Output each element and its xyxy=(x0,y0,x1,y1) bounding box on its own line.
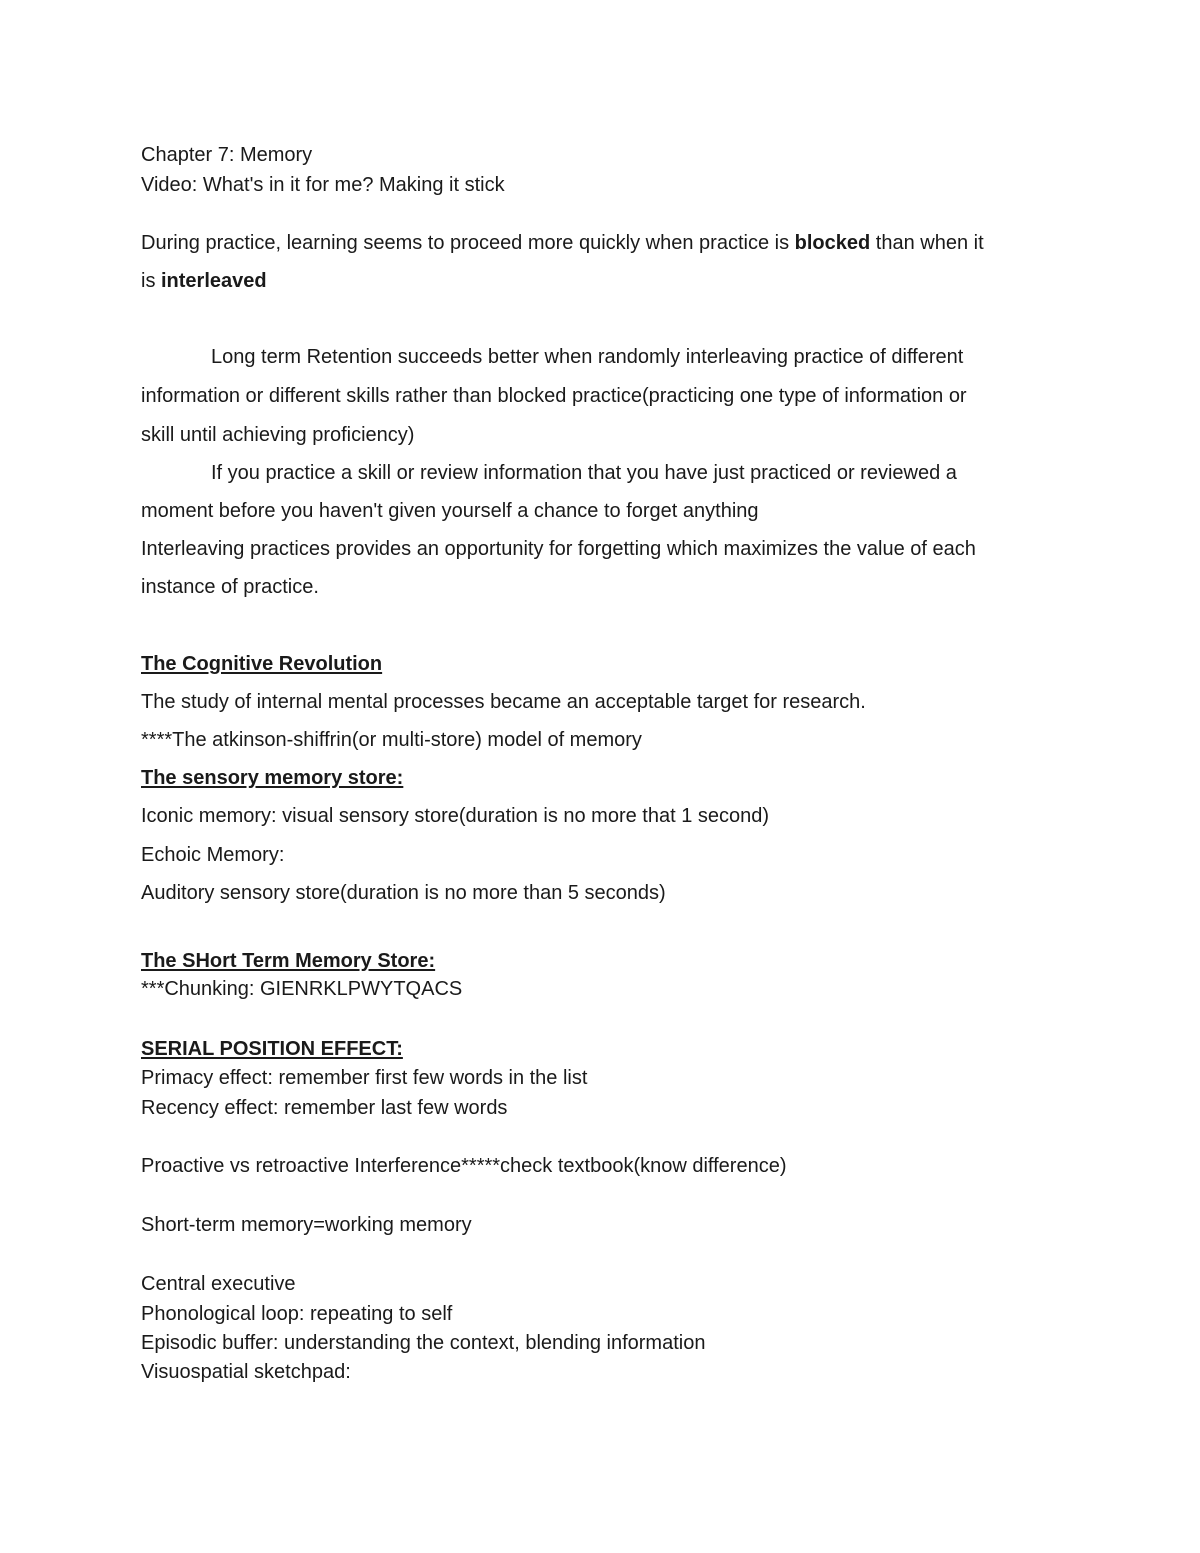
blocked-paragraph-line-1 xyxy=(141,231,984,255)
primacy-line: Primacy effect: remember first few words in the list xyxy=(141,1067,588,1089)
interleaving-paragraph-line-1: Interleaving practices provides an opportunity for forgetting which maximizes the value of each xyxy=(141,538,976,560)
text-span: During practice, learning seems to proceed more quickly when practice is xyxy=(141,232,795,254)
working-memory-line: Short-term memory=working memory xyxy=(141,1214,472,1236)
component-phonological-loop: Phonological loop: repeating to self xyxy=(141,1303,453,1325)
review-paragraph-line-2: moment before you haven't given yourself a chance to forget anything xyxy=(141,500,759,522)
short-term-heading: The SHort Term Memory Store: xyxy=(141,950,436,972)
text-span: than when it xyxy=(870,232,984,254)
sensory-line-2: Echoic Memory: xyxy=(141,844,285,866)
sensory-line-1: Iconic memory: visual sensory store(duration is no more that 1 second) xyxy=(141,805,770,827)
retention-paragraph-line-3: skill until achieving proficiency) xyxy=(141,424,415,446)
sensory-line-3: Auditory sensory store(duration is no more than 5 seconds) xyxy=(141,882,666,904)
blocked-paragraph-line-2 xyxy=(141,269,267,293)
bold-term-interleaved: interleaved xyxy=(161,270,267,292)
interference-line: Proactive vs retroactive Interference*****check textbook(know difference) xyxy=(141,1155,787,1177)
cognitive-line-2: ****The atkinson-shiffrin(or multi-store) model of memory xyxy=(141,729,642,751)
retention-paragraph-line-2: information or different skills rather than blocked practice(practicing one type of information or xyxy=(141,385,967,407)
text-span: is xyxy=(141,270,161,292)
recency-line: Recency effect: remember last few words xyxy=(141,1097,508,1119)
retention-paragraph-line-1: Long term Retention succeeds better when randomly interleaving practice of different xyxy=(211,346,964,368)
sensory-memory-heading: The sensory memory store: xyxy=(141,767,404,789)
component-visuospatial-sketchpad: Visuospatial sketchpad: xyxy=(141,1361,351,1383)
chunking-line: ***Chunking: GIENRKLPWYTQACS xyxy=(141,978,463,1000)
serial-position-heading: SERIAL POSITION EFFECT: xyxy=(141,1038,403,1060)
chapter-title: Chapter 7: Memory xyxy=(141,144,313,166)
cognitive-line-1: The study of internal mental processes became an acceptable target for research. xyxy=(141,691,866,713)
bold-term-blocked: blocked xyxy=(794,232,871,254)
review-paragraph-line-1: If you practice a skill or review information that you have just practiced or reviewed a xyxy=(211,462,957,484)
video-title: Video: What's in it for me? Making it stick xyxy=(141,174,505,196)
interleaving-paragraph-line-2: instance of practice. xyxy=(141,576,319,598)
component-episodic-buffer: Episodic buffer: understanding the context, blending information xyxy=(141,1332,706,1354)
cognitive-revolution-heading: The Cognitive Revolution xyxy=(141,653,383,675)
component-central-executive: Central executive xyxy=(141,1273,296,1295)
